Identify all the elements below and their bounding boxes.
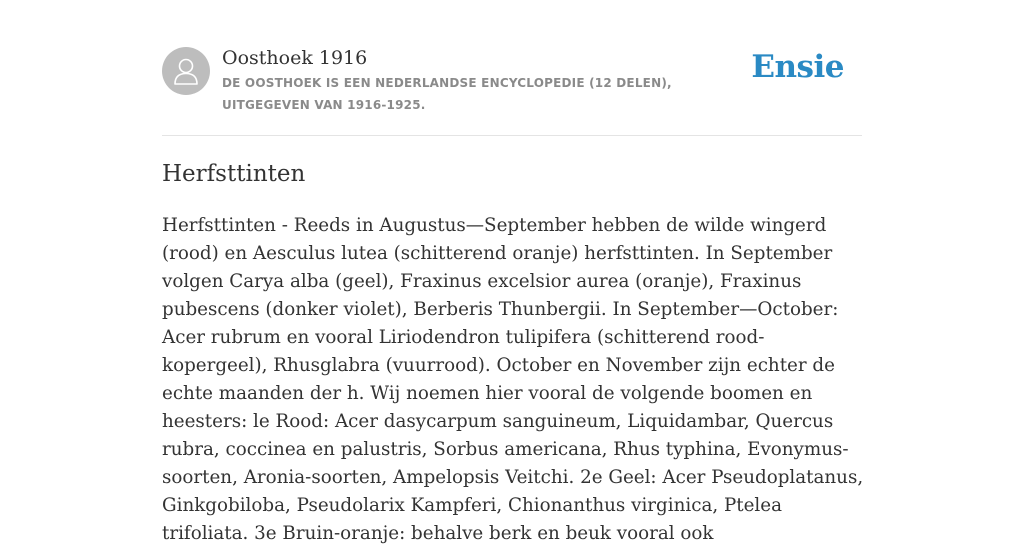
article-title: Herfsttinten [162,161,306,187]
source-header [162,0,862,136]
user-icon [172,56,200,86]
ensie-logo[interactable]: Ensie [751,49,844,85]
source-avatar[interactable] [162,47,210,95]
article-body: Herfsttinten - Reeds in Augustus—September hebben de wilde wingerd (rood) en Aesculus lutea (schitterend oranje) herfsttinten. In September volgen Carya alba (geel), Fraxinus excelsior aurea (oranje), Fraxinus pubescens (donker violet), Berberis Thunbergii. In September—October: Acer rubrum en vooral Liriodendron tulipifera (schitterend rood-kopergeel), Rhusglabra (vuurrood). October en November zijn echter de echte maanden der h. Wij noemen hier vooral de volgende boomen en heesters: le Rood: Acer dasycarpum sanguineum, Liquidambar, Quercus rubra, coccinea en palustris, Sorbus americana, Rhus typhina, Evonymus-soorten, Aronia-soorten, Ampelopsis Veitchi. 2e Geel: Acer Pseudoplatanus, Ginkgobiloba, Pseudolarix Kampferi, Chionanthus virginica, Ptelea trifoliata. 3e Bruin-oranje: behalve berk en beuk vooral ook [162,215,864,544]
source-description: DE OOSTHOEK IS EEN NEDERLANDSE ENCYCLOPEDIE (12 DELEN), UITGEGEVEN VAN 1916-1925. [222,76,672,112]
source-info [222,44,762,116]
source-title[interactable]: Oosthoek 1916 [222,47,368,69]
content-container [162,0,864,544]
